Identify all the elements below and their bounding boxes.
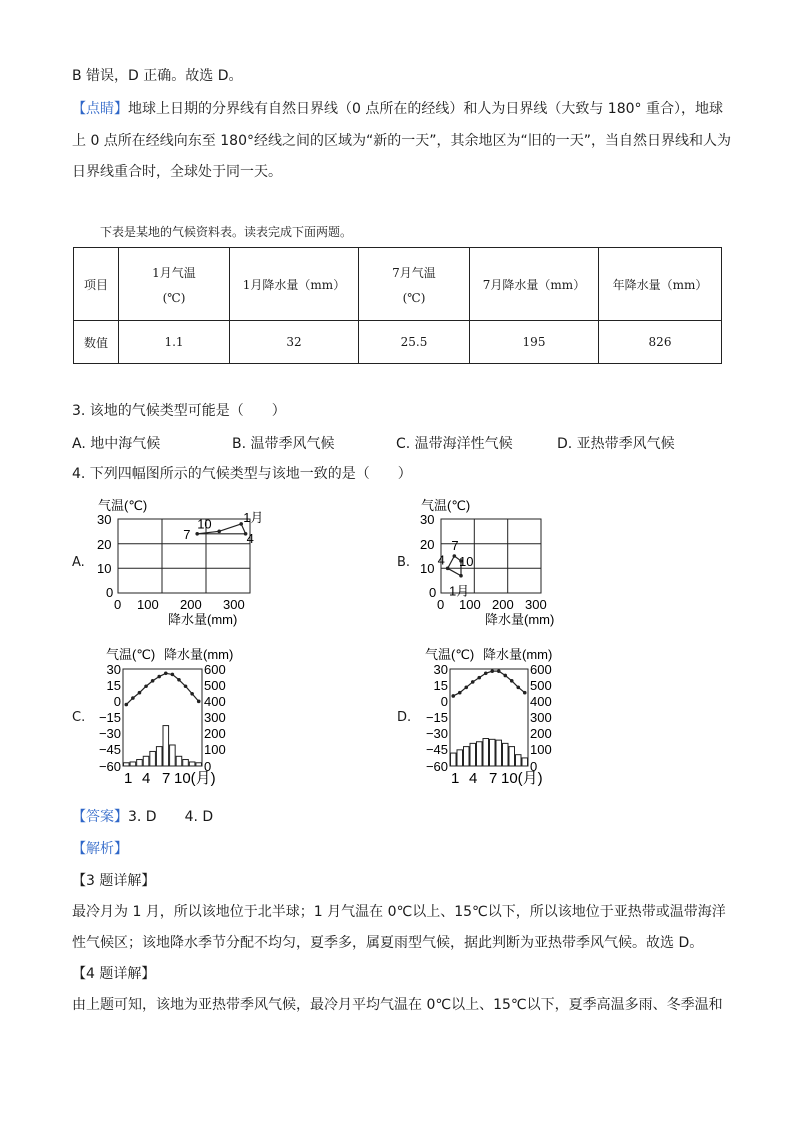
table-header-row <box>74 248 722 321</box>
chart-c-label[interactable]: C. <box>72 710 86 725</box>
chart-a-point <box>195 532 199 536</box>
table-cell: 32 <box>230 321 359 364</box>
chart-d-xtick: 4 <box>469 770 478 787</box>
chart-c-ylabel-precip: 降水量(mm) <box>164 647 234 662</box>
chart-d-ytick2: 400 <box>530 694 552 709</box>
chart-d-ytick2: 600 <box>530 662 552 677</box>
chart-d-precip-bar <box>470 743 476 766</box>
chart-c-temp-point <box>197 700 201 704</box>
chart-c-ytick: −45 <box>98 742 121 757</box>
chart-d-temp-line <box>453 671 525 696</box>
chart-d-ytick: 15 <box>433 678 448 693</box>
chart-a-xtick: 200 <box>180 597 202 612</box>
chart-a-point-label: 4 <box>246 530 254 546</box>
chart-b-point-label: 10 <box>459 553 474 569</box>
q3-stem: 3. 该地的气候类型可能是（ ） <box>72 403 286 419</box>
chart-a-ytick: 20 <box>97 537 112 552</box>
chart-d-ytick: 0 <box>440 694 448 709</box>
chart-b-point-label: 4 <box>437 552 445 568</box>
q3-option-c[interactable]: C. 温带海洋性气候 <box>396 436 513 452</box>
chart-d-temp-point <box>523 691 527 695</box>
chart-c-ytick2: 600 <box>204 662 226 677</box>
chart-c-ytick: 0 <box>113 694 121 709</box>
table-caption: 下表是某地的气候资料表。读表完成下面两题。 <box>100 225 353 239</box>
chart-a-xtick: 300 <box>223 597 245 612</box>
chart-c-ytick: −30 <box>98 726 121 741</box>
chart-c-temp-point <box>171 673 175 677</box>
chart-c-xtick: 7 <box>162 770 171 787</box>
dianjing-tag: 【点睛】 <box>72 101 128 117</box>
q3-detail-tag: 【3 题详解】 <box>72 873 156 889</box>
chart-d-temp-point <box>477 676 481 680</box>
chart-c-precip-bar <box>156 747 162 766</box>
chart-c-xtick: 1 <box>124 770 133 787</box>
chart-d-temp-point <box>458 691 462 695</box>
chart-a-ylabel: 气温(℃) <box>98 498 148 513</box>
chart-b <box>405 493 585 633</box>
chart-b-xtick: 100 <box>459 597 481 612</box>
chart-c-ytick2: 500 <box>204 678 226 693</box>
chart-c <box>80 643 270 793</box>
q3-option-a[interactable]: A. 地中海气候 <box>72 436 161 452</box>
q4-stem: 4. 下列四幅图所示的气候类型与该地一致的是（ ） <box>72 466 412 482</box>
chart-b-ylabel: 气温(℃) <box>421 498 471 513</box>
chart-c-precip-bar <box>170 745 176 766</box>
chart-c-precip-bar <box>150 751 156 766</box>
chart-b-label[interactable]: B. <box>397 555 411 570</box>
chart-a-xtick: 0 <box>114 597 122 612</box>
chart-d-precip-bar <box>503 743 509 766</box>
chart-d-precip-bar <box>483 739 489 766</box>
chart-a-xlabel: 降水量(mm) <box>168 612 238 627</box>
chart-c-precip-bar <box>137 760 143 766</box>
table-header-cell: 7月气温 (℃) <box>359 248 470 321</box>
chart-a-xtick: 100 <box>137 597 159 612</box>
chart-a-point-label: 1月 <box>243 509 264 525</box>
chart-c-temp-point <box>131 696 135 700</box>
chart-b-ytick: 30 <box>420 512 435 527</box>
chart-c-ytick: 30 <box>106 662 121 677</box>
chart-b-point <box>453 554 457 558</box>
chart-d-ytick2: 100 <box>530 742 552 757</box>
chart-d-ytick2: 200 <box>530 726 552 741</box>
chart-a-point-label: 10 <box>197 516 212 532</box>
table-header-cell: 1月降水量（mm） <box>230 248 359 321</box>
chart-a <box>80 493 264 633</box>
chart-c-temp-point <box>157 675 161 679</box>
chart-c-ytick2: 200 <box>204 726 226 741</box>
chart-c-precip-bar <box>183 760 189 766</box>
chart-c-temp-point <box>151 679 155 683</box>
chart-d-precip-bar <box>464 747 470 766</box>
q3-detail-line-2: 性气候区；该地降水季节分配不均匀，夏季多，属夏雨型气候，据此判断为亚热带季风气候。故选 D。 <box>72 935 704 951</box>
chart-d-temp-point <box>503 674 507 678</box>
chart-c-ytick: −60 <box>98 759 121 774</box>
q3-detail-line-1: 最冷月为 1 月，所以该地位于北半球；1 月气温在 0℃以上、15℃以下，所以该地位于亚热带或温带海洋 <box>72 904 726 920</box>
chart-c-temp-point <box>124 703 128 707</box>
table-header-cell: 年降水量（mm） <box>599 248 722 321</box>
chart-d-ytick: −45 <box>425 742 448 757</box>
table-cell: 826 <box>599 321 722 364</box>
chart-c-precip-bar <box>189 762 195 766</box>
chart-d-ytick2: 0 <box>530 759 538 774</box>
table-header-cell: 7月降水量（mm） <box>470 248 599 321</box>
chart-a-point-label: 7 <box>183 526 191 542</box>
chart-c-temp-point <box>184 684 188 688</box>
chart-d-xtick: 7 <box>489 770 498 787</box>
chart-d-precip-bar <box>496 740 502 766</box>
chart-c-xtick: 10(月) <box>174 770 216 787</box>
chart-d-precip-bar <box>516 755 522 766</box>
table-row <box>74 321 722 364</box>
chart-d-temp-point <box>497 669 501 673</box>
chart-d-temp-point <box>471 680 475 684</box>
table-header-cell: 项目 <box>74 248 119 321</box>
chart-c-temp-point <box>164 672 168 676</box>
chart-d-precip-bar <box>477 742 483 766</box>
intro-line-1: B 错误，D 正确。故选 D。 <box>72 68 243 84</box>
chart-b-point-label: 1月 <box>449 583 470 599</box>
chart-d-ytick2: 500 <box>530 678 552 693</box>
table-cell: 195 <box>470 321 599 364</box>
chart-c-precip-bar <box>176 756 182 766</box>
chart-b-ytick: 20 <box>420 537 435 552</box>
chart-a-ytick: 10 <box>97 561 112 576</box>
chart-d-ylabel-temp: 气温(℃) <box>425 647 475 662</box>
chart-c-precip-bar <box>143 756 149 766</box>
table-header-cell: 1月气温 (℃) <box>119 248 230 321</box>
intro-line-4: 日界线重合时，全球处于同一天。 <box>72 164 282 180</box>
chart-b-ytick: 0 <box>429 585 437 600</box>
chart-d-temp-point <box>510 679 514 683</box>
table-cell: 数值 <box>74 321 119 364</box>
chart-d-precip-bar <box>509 747 515 766</box>
chart-d-precip-bar <box>457 750 463 766</box>
intro-line-3: 上 0 点所在经线向东至 180°经线之间的区域为“新的一天”，其余地区为“旧的一天”，当自然日界线和人为 <box>72 133 731 149</box>
chart-c-ytick2: 300 <box>204 710 226 725</box>
chart-c-ytick2: 100 <box>204 742 226 757</box>
chart-b-xtick: 300 <box>525 597 547 612</box>
dianjing-line <box>72 99 723 119</box>
chart-b-point-label: 7 <box>451 538 459 553</box>
chart-d-precip-bar <box>522 758 528 766</box>
chart-d-precip-bar <box>490 739 496 766</box>
chart-a-label[interactable]: A. <box>72 555 85 570</box>
chart-c-ytick2: 400 <box>204 694 226 709</box>
chart-c-temp-point <box>190 692 194 696</box>
chart-d <box>405 643 595 793</box>
dianjing-text: 地球上日期的分界线有自然日界线（0 点所在的经线）和人为日界线（大致与 180° 重合），地球 <box>128 101 723 117</box>
chart-b-xtick: 200 <box>492 597 514 612</box>
chart-d-ytick: −30 <box>425 726 448 741</box>
jiexi-tag: 【解析】 <box>72 841 128 857</box>
chart-d-ytick2: 300 <box>530 710 552 725</box>
chart-d-xtick: 1 <box>451 770 460 787</box>
chart-a-ytick: 30 <box>97 512 112 527</box>
q4-detail-line-1: 由上题可知，该地为亚热带季风气候，最冷月平均气温在 0℃以上、15℃以下，夏季高温多雨、冬季温和 <box>72 997 723 1013</box>
climate-table <box>73 247 722 364</box>
chart-a-ytick: 0 <box>106 585 114 600</box>
chart-d-temp-point <box>464 686 468 690</box>
chart-d-temp-point <box>451 694 455 698</box>
chart-d-precip-bar <box>451 753 457 766</box>
chart-d-ytick: −15 <box>425 710 448 725</box>
chart-c-precip-bar <box>163 726 169 766</box>
q4-detail-tag: 【4 题详解】 <box>72 966 156 982</box>
chart-d-label[interactable]: D. <box>397 710 412 725</box>
chart-d-temp-point <box>484 672 488 676</box>
chart-c-temp-line <box>126 673 198 704</box>
chart-b-point <box>446 567 450 571</box>
chart-c-temp-point <box>177 678 181 682</box>
answer-text: 3. D 4. D <box>128 809 214 825</box>
q3-option-b[interactable]: B. 温带季风气候 <box>232 436 335 452</box>
chart-a-point <box>217 530 221 534</box>
chart-c-precip-bar <box>196 763 202 766</box>
chart-b-xtick: 0 <box>437 597 445 612</box>
chart-c-ylabel-temp: 气温(℃) <box>106 647 156 662</box>
chart-b-xlabel: 降水量(mm) <box>485 612 555 627</box>
chart-c-temp-point <box>138 691 142 695</box>
chart-d-temp-point <box>516 686 520 690</box>
answer-tag: 【答案】 <box>72 809 128 825</box>
chart-d-ytick: 30 <box>433 662 448 677</box>
chart-c-xtick: 4 <box>142 770 151 787</box>
chart-c-precip-bar <box>124 763 130 766</box>
chart-d-ylabel-precip: 降水量(mm) <box>483 647 553 662</box>
answer-line <box>72 807 213 827</box>
chart-b-point <box>459 574 463 578</box>
chart-c-ytick: −15 <box>98 710 121 725</box>
chart-d-xtick: 10(月) <box>501 770 543 787</box>
chart-c-temp-point <box>144 684 148 688</box>
q3-option-d[interactable]: D. 亚热带季风气候 <box>557 436 675 452</box>
chart-b-ytick: 10 <box>420 561 435 576</box>
chart-d-temp-point <box>490 669 494 673</box>
table-cell: 25.5 <box>359 321 470 364</box>
table-cell: 1.1 <box>119 321 230 364</box>
chart-c-precip-bar <box>130 762 136 766</box>
chart-c-ytick2: 0 <box>204 759 212 774</box>
chart-c-ytick: 15 <box>106 678 121 693</box>
chart-d-ytick: −60 <box>425 759 448 774</box>
